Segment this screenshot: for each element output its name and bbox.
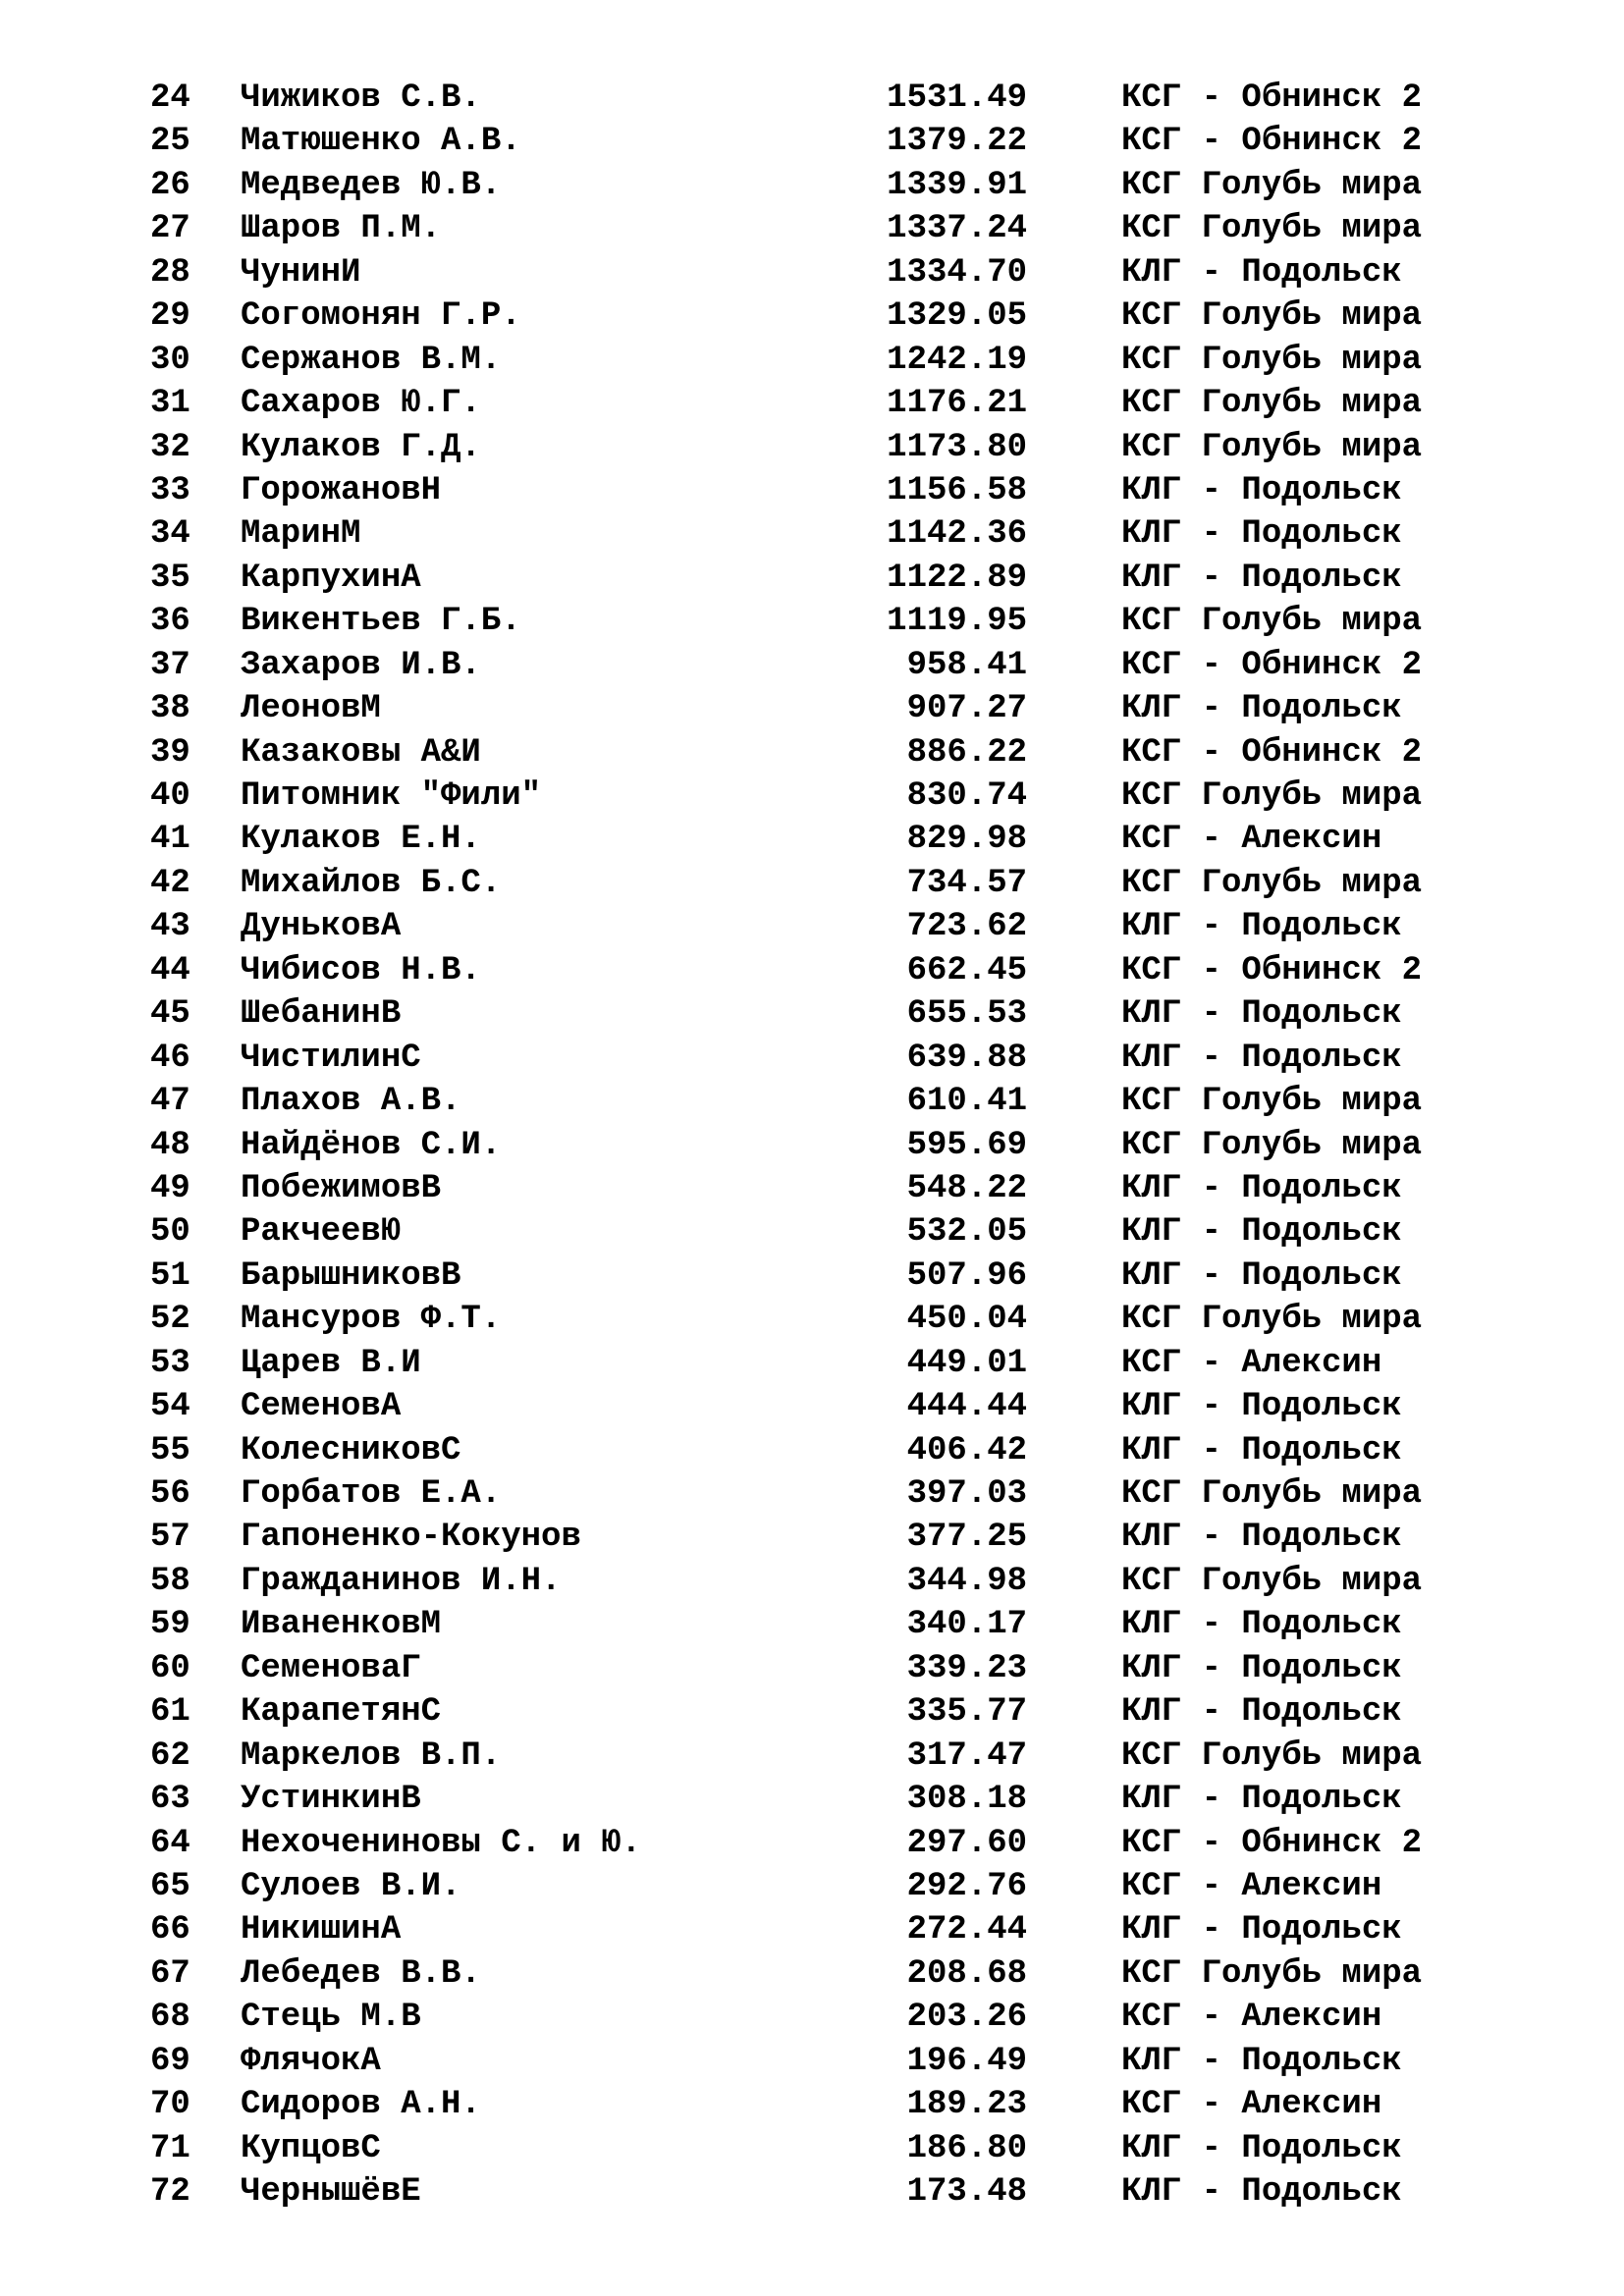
result-score: 723.62 bbox=[906, 908, 1027, 946]
result-score: 1329.05 bbox=[887, 297, 1027, 336]
result-place: 69 bbox=[150, 2042, 190, 2080]
result-name: Лебедев В.В. bbox=[241, 1954, 481, 1993]
result-name: СеменоваГ bbox=[241, 1649, 421, 1687]
result-row bbox=[0, 1865, 1624, 1908]
result-name: Мансуров Ф.Т. bbox=[241, 1301, 502, 1339]
result-score: 548.22 bbox=[906, 1169, 1027, 1207]
result-club: КЛГ - Подольск bbox=[1121, 1388, 1402, 1426]
result-place: 64 bbox=[150, 1824, 190, 1862]
result-place: 31 bbox=[150, 385, 190, 423]
result-score: 335.77 bbox=[906, 1693, 1027, 1732]
result-name: ЧистилинС bbox=[241, 1039, 421, 1077]
result-score: 1339.91 bbox=[887, 166, 1027, 204]
result-row bbox=[0, 1908, 1624, 1951]
result-name: Викентьев Г.Б. bbox=[241, 603, 521, 641]
result-score: 208.68 bbox=[906, 1954, 1027, 1993]
result-row bbox=[0, 1735, 1624, 1778]
result-club: КЛГ - Подольск bbox=[1121, 1431, 1402, 1469]
result-club: КСГ Голубь мира bbox=[1121, 341, 1423, 379]
result-row bbox=[0, 1952, 1624, 1996]
result-place: 65 bbox=[150, 1867, 190, 1905]
result-club: КЛГ - Подольск bbox=[1121, 995, 1402, 1034]
result-score: 830.74 bbox=[906, 777, 1027, 815]
result-club: КЛГ - Подольск bbox=[1121, 253, 1402, 292]
result-name: Казаковы А&И bbox=[241, 733, 481, 772]
result-name: РакчеевЮ bbox=[241, 1213, 402, 1252]
result-name: ГорожановН bbox=[241, 471, 442, 509]
result-row bbox=[0, 1516, 1624, 1559]
result-club: КЛГ - Подольск bbox=[1121, 1781, 1402, 1819]
result-score: 958.41 bbox=[906, 646, 1027, 684]
result-name: Плахов А.В. bbox=[241, 1083, 461, 1121]
result-score: 1337.24 bbox=[887, 210, 1027, 248]
result-club: КСГ Голубь мира bbox=[1121, 166, 1423, 204]
result-name: Согомонян Г.Р. bbox=[241, 297, 521, 336]
result-row bbox=[0, 2083, 1624, 2126]
result-place: 72 bbox=[150, 2173, 190, 2211]
result-place: 60 bbox=[150, 1649, 190, 1687]
result-place: 45 bbox=[150, 995, 190, 1034]
result-place: 51 bbox=[150, 1256, 190, 1295]
result-place: 42 bbox=[150, 864, 190, 902]
result-club: КСГ Голубь мира bbox=[1121, 428, 1423, 466]
result-name: УстинкинВ bbox=[241, 1781, 421, 1819]
result-club: КЛГ - Подольск bbox=[1121, 515, 1402, 554]
result-score: 406.42 bbox=[906, 1431, 1027, 1469]
result-club: КЛГ - Подольск bbox=[1121, 908, 1402, 946]
result-name: Сахаров Ю.Г. bbox=[241, 385, 481, 423]
result-name: ЛеоновМ bbox=[241, 690, 381, 728]
result-club: КСГ - Алексин bbox=[1121, 1999, 1382, 2037]
result-place: 38 bbox=[150, 690, 190, 728]
result-row bbox=[0, 1298, 1624, 1341]
result-place: 44 bbox=[150, 951, 190, 989]
result-row bbox=[0, 1342, 1624, 1385]
result-place: 36 bbox=[150, 603, 190, 641]
result-name: Нехочениновы С. и Ю. bbox=[241, 1824, 642, 1862]
result-score: 1531.49 bbox=[887, 80, 1027, 117]
result-score: 662.45 bbox=[906, 951, 1027, 989]
result-club: КСГ Голубь мира bbox=[1121, 603, 1423, 641]
result-place: 70 bbox=[150, 2086, 190, 2124]
result-club: КСГ Голубь мира bbox=[1121, 1083, 1423, 1121]
result-row bbox=[0, 905, 1624, 948]
result-name: Захаров И.В. bbox=[241, 646, 481, 684]
result-club: КЛГ - Подольск bbox=[1121, 2129, 1402, 2167]
result-place: 57 bbox=[150, 1519, 190, 1557]
result-row bbox=[0, 382, 1624, 425]
result-row bbox=[0, 207, 1624, 250]
result-score: 444.44 bbox=[906, 1388, 1027, 1426]
result-place: 37 bbox=[150, 646, 190, 684]
result-score: 734.57 bbox=[906, 864, 1027, 902]
result-score: 1176.21 bbox=[887, 385, 1027, 423]
result-row bbox=[0, 1472, 1624, 1516]
result-place: 62 bbox=[150, 1736, 190, 1775]
result-place: 59 bbox=[150, 1606, 190, 1644]
result-place: 32 bbox=[150, 428, 190, 466]
result-name: ЧернышёвЕ bbox=[241, 2173, 421, 2211]
result-score: 829.98 bbox=[906, 821, 1027, 859]
result-row bbox=[0, 120, 1624, 163]
result-club: КЛГ - Подольск bbox=[1121, 559, 1402, 597]
result-row bbox=[0, 1255, 1624, 1298]
result-row bbox=[0, 339, 1624, 382]
result-row bbox=[0, 1560, 1624, 1603]
result-name: КолесниковС bbox=[241, 1431, 461, 1469]
result-score: 1379.22 bbox=[887, 123, 1027, 161]
result-place: 55 bbox=[150, 1431, 190, 1469]
result-score: 595.69 bbox=[906, 1126, 1027, 1164]
result-place: 40 bbox=[150, 777, 190, 815]
result-club: КСГ - Обнинск 2 bbox=[1121, 123, 1423, 161]
result-club: КСГ Голубь мира bbox=[1121, 1475, 1423, 1513]
result-place: 68 bbox=[150, 1999, 190, 2037]
result-row bbox=[0, 557, 1624, 600]
result-score: 203.26 bbox=[906, 1999, 1027, 2037]
result-place: 33 bbox=[150, 471, 190, 509]
result-row bbox=[0, 2127, 1624, 2170]
result-score: 1156.58 bbox=[887, 471, 1027, 509]
result-name: Чибисов Н.В. bbox=[241, 951, 481, 989]
result-club: КЛГ - Подольск bbox=[1121, 1649, 1402, 1687]
result-place: 43 bbox=[150, 908, 190, 946]
result-name: ФлячокА bbox=[241, 2042, 381, 2080]
result-club: КСГ Голубь мира bbox=[1121, 864, 1423, 902]
result-score: 507.96 bbox=[906, 1256, 1027, 1295]
result-club: КЛГ - Подольск bbox=[1121, 1169, 1402, 1207]
result-row bbox=[0, 77, 1624, 120]
result-row bbox=[0, 1778, 1624, 1821]
result-score: 1119.95 bbox=[887, 603, 1027, 641]
result-name: Гапоненко-Кокунов bbox=[241, 1519, 581, 1557]
result-row bbox=[0, 731, 1624, 774]
result-club: КСГ - Алексин bbox=[1121, 1867, 1382, 1905]
result-place: 24 bbox=[150, 80, 190, 117]
result-row bbox=[0, 1429, 1624, 1472]
result-place: 61 bbox=[150, 1693, 190, 1732]
result-score: 340.17 bbox=[906, 1606, 1027, 1644]
result-row bbox=[0, 469, 1624, 512]
result-score: 1122.89 bbox=[887, 559, 1027, 597]
result-name: Кулаков Е.Н. bbox=[241, 821, 481, 859]
result-row bbox=[0, 644, 1624, 687]
result-name: Маркелов В.П. bbox=[241, 1736, 502, 1775]
result-score: 377.25 bbox=[906, 1519, 1027, 1557]
result-score: 639.88 bbox=[906, 1039, 1027, 1077]
result-place: 53 bbox=[150, 1344, 190, 1382]
result-row bbox=[0, 251, 1624, 294]
result-score: 173.48 bbox=[906, 2173, 1027, 2211]
result-club: КСГ - Обнинск 2 bbox=[1121, 80, 1423, 117]
result-club: КЛГ - Подольск bbox=[1121, 471, 1402, 509]
result-row bbox=[0, 1822, 1624, 1865]
result-place: 26 bbox=[150, 166, 190, 204]
result-row bbox=[0, 1647, 1624, 1690]
result-row bbox=[0, 1080, 1624, 1123]
result-name: Сулоев В.И. bbox=[241, 1867, 461, 1905]
result-club: КЛГ - Подольск bbox=[1121, 1911, 1402, 1949]
result-place: 35 bbox=[150, 559, 190, 597]
result-club: КСГ Голубь мира bbox=[1121, 385, 1423, 423]
result-place: 58 bbox=[150, 1562, 190, 1600]
result-place: 41 bbox=[150, 821, 190, 859]
result-name: КупцовС bbox=[241, 2129, 381, 2167]
result-score: 532.05 bbox=[906, 1213, 1027, 1252]
result-place: 29 bbox=[150, 297, 190, 336]
result-score: 297.60 bbox=[906, 1824, 1027, 1862]
result-club: КЛГ - Подольск bbox=[1121, 1039, 1402, 1077]
result-place: 63 bbox=[150, 1781, 190, 1819]
result-row bbox=[0, 2040, 1624, 2083]
result-score: 1173.80 bbox=[887, 428, 1027, 466]
result-row bbox=[0, 1167, 1624, 1210]
result-row bbox=[0, 164, 1624, 207]
result-name: Царев В.И bbox=[241, 1344, 421, 1382]
result-club: КСГ - Алексин bbox=[1121, 821, 1382, 859]
result-club: КСГ - Обнинск 2 bbox=[1121, 1824, 1423, 1862]
result-score: 610.41 bbox=[906, 1083, 1027, 1121]
result-club: КЛГ - Подольск bbox=[1121, 1606, 1402, 1644]
result-club: КСГ Голубь мира bbox=[1121, 1301, 1423, 1339]
result-name: Сидоров А.Н. bbox=[241, 2086, 481, 2124]
result-name: Чижиков С.В. bbox=[241, 80, 481, 117]
result-score: 1242.19 bbox=[887, 341, 1027, 379]
result-club: КСГ - Обнинск 2 bbox=[1121, 951, 1423, 989]
result-club: КСГ Голубь мира bbox=[1121, 777, 1423, 815]
result-place: 71 bbox=[150, 2129, 190, 2167]
result-name: ПобежимовВ bbox=[241, 1169, 442, 1207]
result-row bbox=[0, 1124, 1624, 1167]
result-name: Шаров П.М. bbox=[241, 210, 442, 248]
result-club: КСГ Голубь мира bbox=[1121, 1736, 1423, 1775]
result-name: Медведев Ю.В. bbox=[241, 166, 502, 204]
result-name: НикишинА bbox=[241, 1911, 402, 1949]
result-row bbox=[0, 2170, 1624, 2214]
result-score: 450.04 bbox=[906, 1301, 1027, 1339]
result-name: ИваненковМ bbox=[241, 1606, 442, 1644]
result-place: 52 bbox=[150, 1301, 190, 1339]
result-score: 397.03 bbox=[906, 1475, 1027, 1513]
result-club: КСГ - Алексин bbox=[1121, 2086, 1382, 2124]
result-name: Матюшенко А.В. bbox=[241, 123, 521, 161]
result-place: 25 bbox=[150, 123, 190, 161]
result-row bbox=[0, 1603, 1624, 1646]
result-place: 49 bbox=[150, 1169, 190, 1207]
result-score: 655.53 bbox=[906, 995, 1027, 1034]
result-place: 47 bbox=[150, 1083, 190, 1121]
result-place: 66 bbox=[150, 1911, 190, 1949]
result-row bbox=[0, 1210, 1624, 1254]
result-name: МаринМ bbox=[241, 515, 361, 554]
result-score: 339.23 bbox=[906, 1649, 1027, 1687]
result-place: 39 bbox=[150, 733, 190, 772]
result-score: 186.80 bbox=[906, 2129, 1027, 2167]
result-club: КЛГ - Подольск bbox=[1121, 690, 1402, 728]
result-place: 54 bbox=[150, 1388, 190, 1426]
result-score: 907.27 bbox=[906, 690, 1027, 728]
result-club: КСГ - Алексин bbox=[1121, 1344, 1382, 1382]
result-name: КарпухинА bbox=[241, 559, 421, 597]
result-club: КСГ - Обнинск 2 bbox=[1121, 646, 1423, 684]
result-name: Михайлов Б.С. bbox=[241, 864, 502, 902]
result-score: 1334.70 bbox=[887, 253, 1027, 292]
result-row bbox=[0, 687, 1624, 730]
result-place: 28 bbox=[150, 253, 190, 292]
result-name: Питомник "Фили" bbox=[241, 777, 542, 815]
result-place: 56 bbox=[150, 1475, 190, 1513]
result-club: КСГ Голубь мира bbox=[1121, 1126, 1423, 1164]
result-name: ЧунинИ bbox=[241, 253, 361, 292]
result-name: ДуньковА bbox=[241, 908, 402, 946]
result-name: Стець М.В bbox=[241, 1999, 421, 2037]
result-row bbox=[0, 774, 1624, 818]
result-row bbox=[0, 294, 1624, 338]
result-place: 27 bbox=[150, 210, 190, 248]
result-name: ШебанинВ bbox=[241, 995, 402, 1034]
result-score: 1142.36 bbox=[887, 515, 1027, 554]
result-name: СеменовА bbox=[241, 1388, 402, 1426]
result-club: КЛГ - Подольск bbox=[1121, 1693, 1402, 1732]
result-row bbox=[0, 862, 1624, 905]
result-row bbox=[0, 1996, 1624, 2039]
result-club: КЛГ - Подольск bbox=[1121, 1256, 1402, 1295]
result-score: 317.47 bbox=[906, 1736, 1027, 1775]
result-row bbox=[0, 1037, 1624, 1080]
result-row bbox=[0, 1690, 1624, 1734]
result-score: 272.44 bbox=[906, 1911, 1027, 1949]
result-place: 48 bbox=[150, 1126, 190, 1164]
result-name: Сержанов В.М. bbox=[241, 341, 502, 379]
result-club: КЛГ - Подольск bbox=[1121, 2173, 1402, 2211]
result-score: 196.49 bbox=[906, 2042, 1027, 2080]
result-club: КСГ Голубь мира bbox=[1121, 1562, 1423, 1600]
result-club: КСГ - Обнинск 2 bbox=[1121, 733, 1423, 772]
result-club: КСГ Голубь мира bbox=[1121, 1954, 1423, 1993]
result-name: Горбатов Е.А. bbox=[241, 1475, 502, 1513]
result-name: Найдёнов С.И. bbox=[241, 1126, 502, 1164]
result-row bbox=[0, 512, 1624, 556]
result-score: 449.01 bbox=[906, 1344, 1027, 1382]
result-club: КЛГ - Подольск bbox=[1121, 1213, 1402, 1252]
result-club: КСГ Голубь мира bbox=[1121, 210, 1423, 248]
result-score: 189.23 bbox=[906, 2086, 1027, 2124]
result-place: 34 bbox=[150, 515, 190, 554]
result-score: 308.18 bbox=[906, 1781, 1027, 1819]
result-row bbox=[0, 949, 1624, 992]
result-name: Кулаков Г.Д. bbox=[241, 428, 481, 466]
result-score: 292.76 bbox=[906, 1867, 1027, 1905]
result-score: 344.98 bbox=[906, 1562, 1027, 1600]
result-row bbox=[0, 818, 1624, 861]
result-row bbox=[0, 992, 1624, 1036]
result-row bbox=[0, 426, 1624, 469]
result-club: КЛГ - Подольск bbox=[1121, 1519, 1402, 1557]
result-name: БарышниковВ bbox=[241, 1256, 461, 1295]
result-name: Гражданинов И.Н. bbox=[241, 1562, 562, 1600]
result-club: КСГ Голубь мира bbox=[1121, 297, 1423, 336]
result-row bbox=[0, 1385, 1624, 1428]
result-place: 46 bbox=[150, 1039, 190, 1077]
result-score: 886.22 bbox=[906, 733, 1027, 772]
result-name: КарапетянС bbox=[241, 1693, 442, 1732]
result-place: 67 bbox=[150, 1954, 190, 1993]
result-place: 30 bbox=[150, 341, 190, 379]
result-row bbox=[0, 600, 1624, 643]
result-place: 50 bbox=[150, 1213, 190, 1252]
results-list bbox=[0, 77, 1624, 2214]
result-club: КЛГ - Подольск bbox=[1121, 2042, 1402, 2080]
